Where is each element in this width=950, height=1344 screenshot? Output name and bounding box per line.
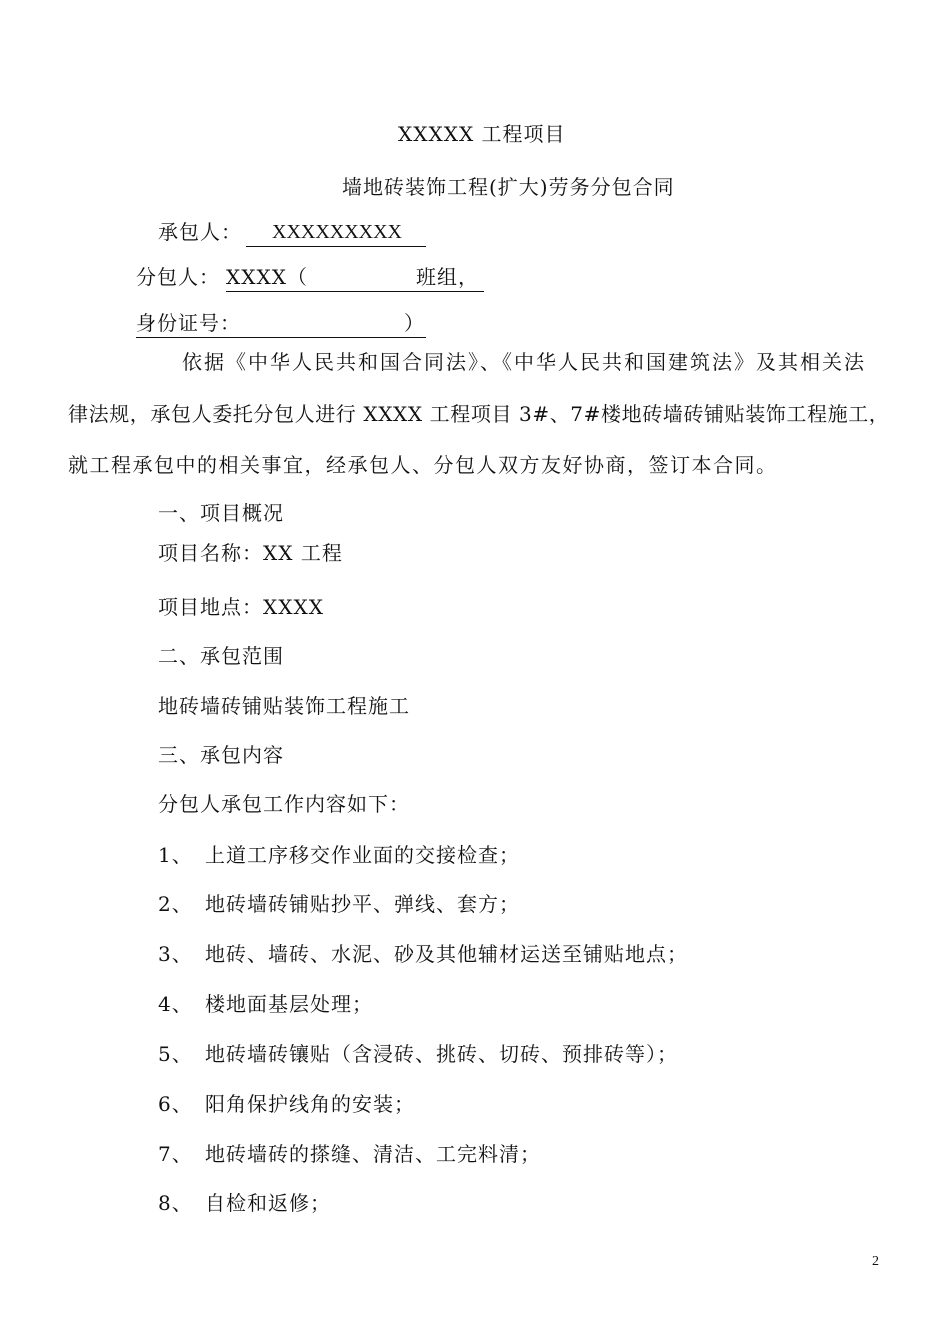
list-item <box>158 944 688 964</box>
preamble-line-2: 律法规，承包人委托分包人进行 XXXX 工程项目 3#、7#楼地砖墙砖铺贴装饰工程施工， <box>68 402 890 426</box>
list-item-number: 6、 <box>158 1092 193 1116</box>
list-item-number: 1、 <box>158 843 193 867</box>
list-item-text: 阳角保护线角的安装； <box>205 1092 415 1116</box>
section2-text: 地砖墙砖铺贴装饰工程施工 <box>158 694 410 718</box>
list-item-text: 上道工序移交作业面的交接检查； <box>205 843 520 867</box>
contractor-label: 承包人： <box>158 220 242 244</box>
list-item-number: 4、 <box>158 992 193 1016</box>
project-title: XXXXX 工程项目 <box>398 122 566 146</box>
list-item <box>158 894 520 914</box>
list-item-number: 5、 <box>158 1042 193 1066</box>
list-item <box>158 1144 541 1164</box>
list-item <box>158 1094 415 1114</box>
project-name: 项目名称：XX 工程 <box>158 541 343 565</box>
list-item-number: 2、 <box>158 892 193 916</box>
list-item-text: 地砖、墙砖、水泥、砂及其他辅材运送至铺贴地点； <box>205 942 688 966</box>
section1-heading: 一、项目概况 <box>158 501 284 525</box>
subcontractor-value: XXXX（ <box>226 265 308 289</box>
contractor-value: XXXXXXXXX <box>272 221 402 243</box>
id-underline <box>136 337 426 338</box>
list-item <box>158 994 373 1014</box>
list-item <box>158 1193 331 1213</box>
list-item-text: 地砖墙砖铺贴抄平、弹线、套方； <box>205 892 520 916</box>
list-item-text: 自检和返修； <box>205 1191 331 1215</box>
id-close: ） <box>404 311 425 335</box>
list-item-number: 8、 <box>158 1191 193 1215</box>
contract-title: 墙地砖装饰工程(扩大)劳务分包合同 <box>342 175 675 199</box>
preamble-line-3: 就工程承包中的相关事宜，经承包人、分包人双方友好协商，签订本合同。 <box>68 453 778 477</box>
list-item-text: 楼地面基层处理； <box>205 992 373 1016</box>
list-item-text: 地砖墙砖镶贴（含浸砖、挑砖、切砖、预排砖等）； <box>205 1042 678 1066</box>
id-label: 身份证号： <box>136 311 241 335</box>
list-item-number: 7、 <box>158 1142 193 1166</box>
page-number: 2 <box>872 1254 879 1269</box>
section3-intro: 分包人承包工作内容如下： <box>158 792 410 816</box>
section2-heading: 二、承包范围 <box>158 644 284 668</box>
list-item-text: 地砖墙砖的搽缝、清洁、工完料清； <box>205 1142 541 1166</box>
subcontractor-label: 分包人： <box>136 265 220 289</box>
list-item <box>158 845 520 865</box>
section3-heading: 三、承包内容 <box>158 743 284 767</box>
contractor-underline <box>246 246 426 247</box>
preamble-line-1: 依据《中华人民共和国合同法》、《中华人民共和国建筑法》及其相关法 <box>182 350 866 374</box>
subcontractor-underline <box>226 291 484 292</box>
list-item <box>158 1044 678 1064</box>
team-suffix: 班组， <box>416 265 479 289</box>
project-site: 项目地点：XXXX <box>158 595 324 619</box>
list-item-number: 3、 <box>158 942 193 966</box>
